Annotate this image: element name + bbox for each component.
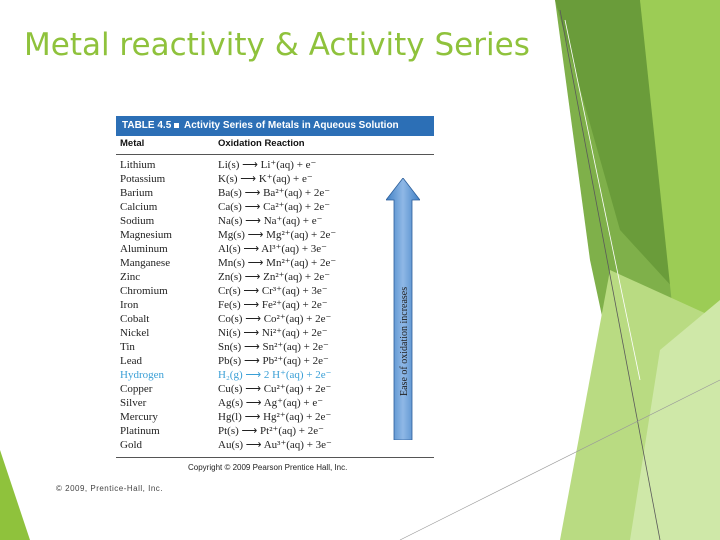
metal-name: Lithium — [120, 159, 156, 171]
metal-name: Lead — [120, 355, 142, 367]
oxidation-reaction: Fe(s) ⟶ Fe²⁺(aq) + 2e⁻ — [218, 299, 328, 311]
activity-series-table — [116, 116, 434, 478]
table-row — [116, 214, 406, 228]
metal-name: Hydrogen — [120, 369, 164, 381]
column-header-reaction: Oxidation Reaction — [218, 138, 305, 149]
metal-name: Barium — [120, 187, 153, 199]
table-row — [116, 340, 406, 354]
green-corner-left — [0, 450, 30, 540]
metal-name: Calcium — [120, 201, 158, 213]
oxidation-reaction: Ni(s) ⟶ Ni²⁺(aq) + 2e⁻ — [218, 327, 328, 339]
metal-name: Mercury — [120, 411, 158, 423]
oxidation-reaction: Ca(s) ⟶ Ca²⁺(aq) + 2e⁻ — [218, 201, 331, 213]
oxidation-reaction: Al(s) ⟶ Al³⁺(aq) + 3e⁻ — [218, 243, 327, 255]
oxidation-reaction: Mg(s) ⟶ Mg²⁺(aq) + 2e⁻ — [218, 229, 337, 241]
oxidation-reaction: Pt(s) ⟶ Pt²⁺(aq) + 2e⁻ — [218, 425, 324, 437]
metal-name: Chromium — [120, 285, 168, 297]
arrow-label — [384, 246, 424, 396]
arrow-label-text: Ease of oxidation increases — [399, 286, 410, 396]
table-row — [116, 186, 406, 200]
slide-title: Metal reactivity & Activity Series — [24, 27, 530, 63]
table-row — [116, 382, 406, 396]
metal-name: Magnesium — [120, 229, 172, 241]
metal-name: Zinc — [120, 271, 141, 283]
bullet-square-icon — [174, 123, 179, 128]
table-number: TABLE 4.5 — [122, 120, 172, 131]
table-row — [116, 284, 406, 298]
table-caption: Activity Series of Metals in Aqueous Solution — [184, 120, 399, 131]
metal-name: Tin — [120, 341, 135, 353]
oxidation-reaction: Co(s) ⟶ Co²⁺(aq) + 2e⁻ — [218, 313, 332, 325]
oxidation-reaction: Cu(s) ⟶ Cu²⁺(aq) + 2e⁻ — [218, 383, 332, 395]
table-row — [116, 242, 406, 256]
table-row — [116, 396, 406, 410]
table-row — [116, 410, 406, 424]
oxidation-reaction: Ag(s) ⟶ Ag⁺(aq) + e⁻ — [218, 397, 324, 409]
metal-name: Gold — [120, 439, 142, 451]
footer-divider — [116, 457, 434, 458]
oxidation-reaction: Mn(s) ⟶ Mn²⁺(aq) + 2e⁻ — [218, 257, 337, 269]
table-row — [116, 228, 406, 242]
table-copyright: Copyright © 2009 Pearson Prentice Hall, Inc. — [188, 463, 348, 472]
metal-name: Platinum — [120, 425, 160, 437]
metal-name: Silver — [120, 397, 147, 409]
table-row — [116, 158, 406, 172]
oxidation-reaction: Au(s) ⟶ Au³⁺(aq) + 3e⁻ — [218, 439, 332, 451]
oxidation-reaction: Ba(s) ⟶ Ba²⁺(aq) + 2e⁻ — [218, 187, 331, 199]
metal-name: Cobalt — [120, 313, 150, 325]
oxidation-reaction: Zn(s) ⟶ Zn²⁺(aq) + 2e⁻ — [218, 271, 331, 283]
table-row — [116, 172, 406, 186]
oxidation-reaction: K(s) ⟶ K⁺(aq) + e⁻ — [218, 173, 313, 185]
metal-name: Sodium — [120, 215, 155, 227]
oxidation-reaction: Pb(s) ⟶ Pb²⁺(aq) + 2e⁻ — [218, 355, 329, 367]
oxidation-reaction: Sn(s) ⟶ Sn²⁺(aq) + 2e⁻ — [218, 341, 329, 353]
header-divider — [116, 154, 434, 155]
table-row — [116, 368, 406, 382]
metal-name: Manganese — [120, 257, 171, 269]
metal-name: Potassium — [120, 173, 166, 185]
oxidation-reaction: Na(s) ⟶ Na⁺(aq) + e⁻ — [218, 215, 323, 227]
oxidation-reaction: Cr(s) ⟶ Cr³⁺(aq) + 3e⁻ — [218, 285, 328, 297]
metal-name: Copper — [120, 383, 153, 395]
table-row — [116, 312, 406, 326]
metal-name: Iron — [120, 299, 139, 311]
table-row — [116, 326, 406, 340]
metal-name: Nickel — [120, 327, 150, 339]
table-row — [116, 200, 406, 214]
oxidation-reaction: H₂(g) ⟶ 2 H⁺(aq) + 2e⁻ — [218, 369, 332, 381]
table-row — [116, 424, 406, 438]
table-row — [116, 298, 406, 312]
oxidation-reaction: Li(s) ⟶ Li⁺(aq) + e⁻ — [218, 159, 317, 171]
column-header-metal: Metal — [120, 138, 145, 149]
table-header-bar — [116, 116, 434, 136]
oxidation-reaction: Hg(l) ⟶ Hg²⁺(aq) + 2e⁻ — [218, 411, 332, 423]
table-row — [116, 256, 406, 270]
table-row — [116, 438, 406, 452]
metal-name: Aluminum — [120, 243, 168, 255]
table-row — [116, 354, 406, 368]
table-row — [116, 270, 406, 284]
slide-footer: © 2009, Prentice-Hall, Inc. — [56, 484, 163, 493]
